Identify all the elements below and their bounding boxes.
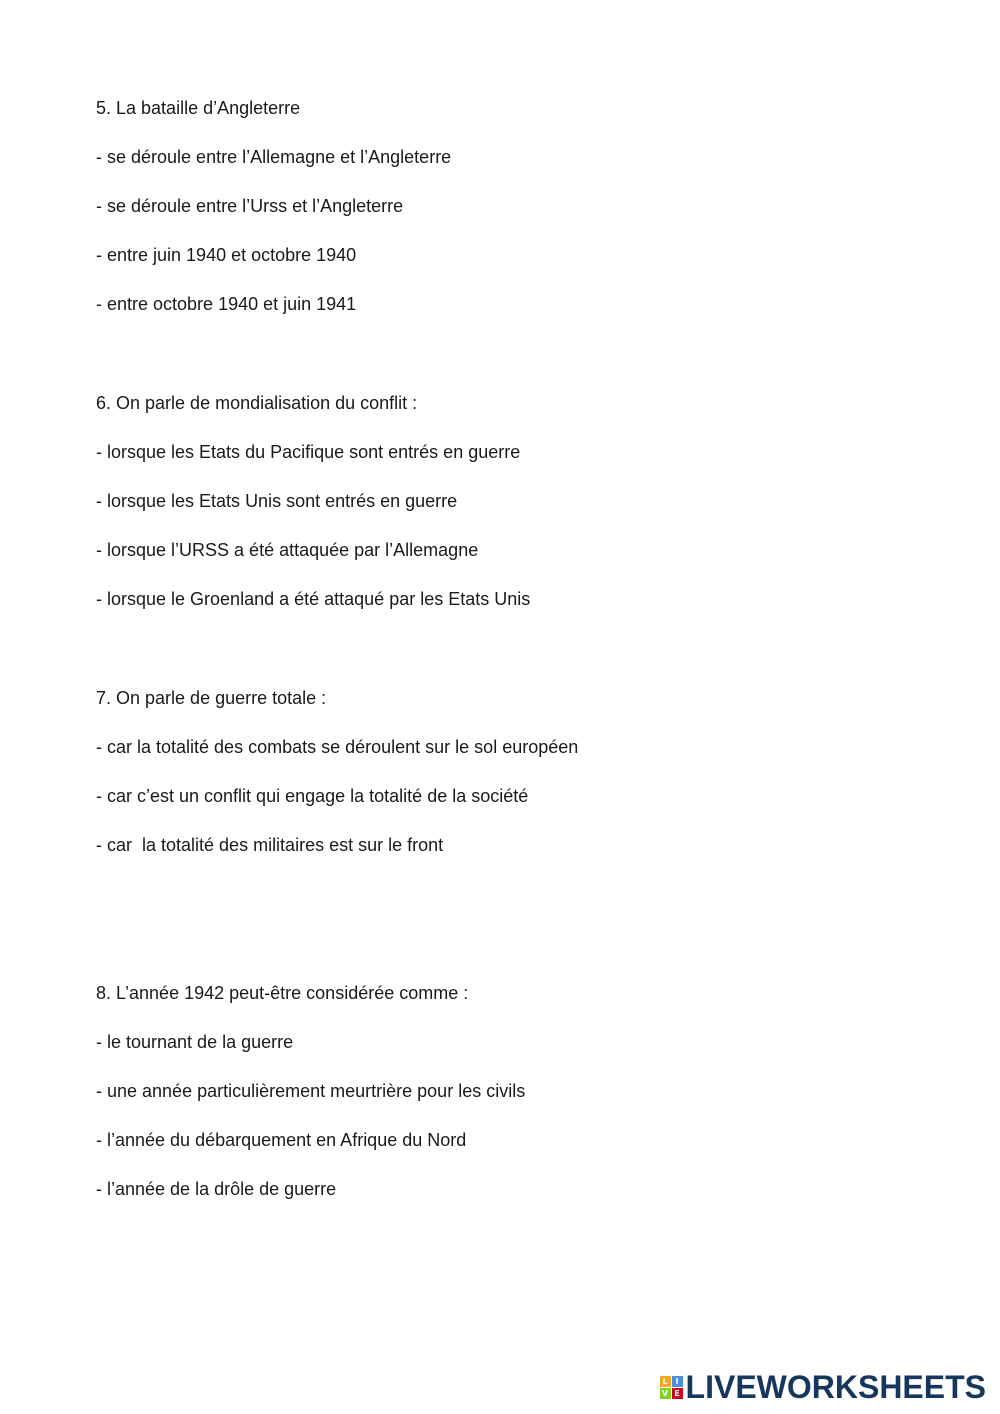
- question-5-option-1: - se déroule entre l’Allemagne et l’Angleterre: [96, 147, 452, 167]
- logo-mark-cell: V: [660, 1388, 671, 1399]
- question-6-option-1: - lorsque les Etats du Pacifique sont entrés en guerre: [96, 442, 521, 462]
- logo-mark-cell: I: [672, 1376, 683, 1387]
- question-8-option-3: - l’année du débarquement en Afrique du Nord: [96, 1130, 467, 1150]
- question-6-option-3: - lorsque l’URSS a été attaquée par l’Allemagne: [96, 540, 479, 560]
- question-5-title: 5. La bataille d’Angleterre: [96, 98, 301, 118]
- logo-mark-cell: L: [660, 1376, 671, 1387]
- logo-mark-icon: [660, 1376, 683, 1399]
- question-8-option-4: - l’année de la drôle de guerre: [96, 1179, 337, 1199]
- question-6-option-4: - lorsque le Groenland a été attaqué par les Etats Unis: [96, 589, 531, 609]
- question-8-option-2: - une année particulièrement meurtrière pour les civils: [96, 1081, 526, 1101]
- question-8-option-1: - le tournant de la guerre: [96, 1032, 294, 1052]
- question-7-title: 7. On parle de guerre totale :: [96, 688, 327, 708]
- question-7-option-1: - car la totalité des combats se déroulent sur le sol européen: [96, 737, 579, 757]
- liveworksheets-logo: [660, 1370, 986, 1404]
- logo-text: LIVEWORKSHEETS: [685, 1369, 986, 1405]
- question-5-option-2: - se déroule entre l’Urss et l’Angleterre: [96, 196, 404, 216]
- question-6-option-2: - lorsque les Etats Unis sont entrés en guerre: [96, 491, 458, 511]
- question-7-option-2: - car c’est un conflit qui engage la totalité de la société: [96, 786, 529, 806]
- question-8-title: 8. L’année 1942 peut-être considérée comme :: [96, 983, 469, 1003]
- question-7-option-3: - car la totalité des militaires est sur le front: [96, 835, 444, 855]
- question-5-option-3: - entre juin 1940 et octobre 1940: [96, 245, 357, 265]
- logo-mark-cell: E: [672, 1388, 683, 1399]
- question-5-option-4: - entre octobre 1940 et juin 1941: [96, 294, 357, 314]
- question-6-title: 6. On parle de mondialisation du conflit :: [96, 393, 418, 413]
